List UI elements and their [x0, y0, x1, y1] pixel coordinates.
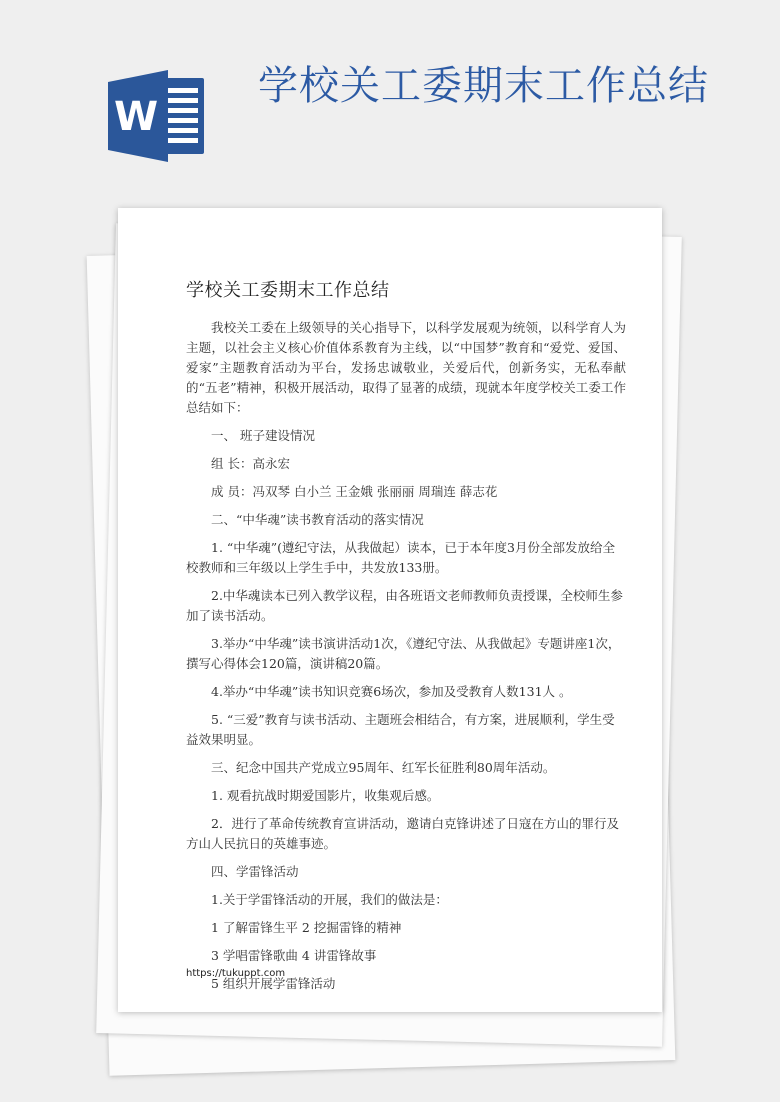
paragraph: 4.举办“中华魂”读书知识竞赛6场次，参加及受教育人数131人 。	[211, 684, 572, 699]
section-heading: 一、 班子建设情况	[211, 428, 315, 443]
document-page	[118, 208, 662, 1012]
footer-url: https://tukuppt.com	[186, 968, 286, 979]
paragraph: 1. 观看抗战时期爱国影片，收集观后感。	[211, 788, 440, 803]
word-document-icon	[108, 70, 212, 162]
section-heading: 四、学雷锋活动	[211, 864, 299, 879]
paragraph: 3 学唱雷锋歌曲 4 讲雷锋故事	[211, 948, 377, 963]
paragraph: 1.关于学雷锋活动的开展，我们的做法是：	[211, 892, 448, 907]
paragraph: 1 了解雷锋生平 2 挖掘雷锋的精神	[211, 920, 402, 935]
document-title: 学校关工委期末工作总结	[186, 280, 390, 301]
paragraph: 2．进行了革命传统教育宣讲活动，邀请白克锋讲述了日寇在方山的罪行及方山人民抗日的英雄事迹。	[186, 816, 619, 851]
paragraph: 1. “中华魂”(遵纪守法，从我做起）读本，已于本年度3月份全部发放给全校教师和三年级以上学生手中，共发放133册。	[186, 540, 616, 575]
document-body	[186, 318, 626, 1002]
paragraph: 组 长：高永宏	[211, 456, 290, 471]
paragraph: 成 员：冯双琴 白小兰 王金娥 张丽丽 周瑞连 薛志花	[211, 484, 498, 499]
section-heading: 三、纪念中国共产党成立95周年、红军长征胜利80周年活动。	[211, 760, 556, 775]
section-heading: 二、“中华魂”读书教育活动的落实情况	[211, 512, 424, 527]
banner-title: 学校关工委期末工作总结	[258, 63, 709, 109]
paragraph: 2.中华魂读本已列入教学议程，由各班语文老师教师负责授课，全校师生参加了读书活动。	[186, 588, 623, 623]
paragraph: 3.举办“中华魂”读书演讲活动1次，《遵纪守法、从我做起》专题讲座1次，撰写心得体会120篇，演讲稿20篇。	[186, 636, 621, 671]
paragraph: 5. “三爱”教育与读书活动、主题班会相结合，有方案，进展顺利，学生受益效果明显。	[186, 712, 615, 747]
intro-paragraph: 我校关工委在上级领导的关心指导下，以科学发展观为统领，以科学育人为主题，以社会主义核心价值体系教育为主线，以“中国梦”教育和“爱党、爱国、爱家”主题教育活动为平台，发扬忠诚敬业，关爱后代，创新务实，无私奉献的“五老”精神，积极开展活动，取得了显著的成绩，现就本年度学校关工委工作总结如下：	[186, 320, 626, 415]
paragraph: 5 组织开展学雷锋活动	[211, 976, 336, 991]
word-logo-letter: W	[113, 94, 159, 140]
